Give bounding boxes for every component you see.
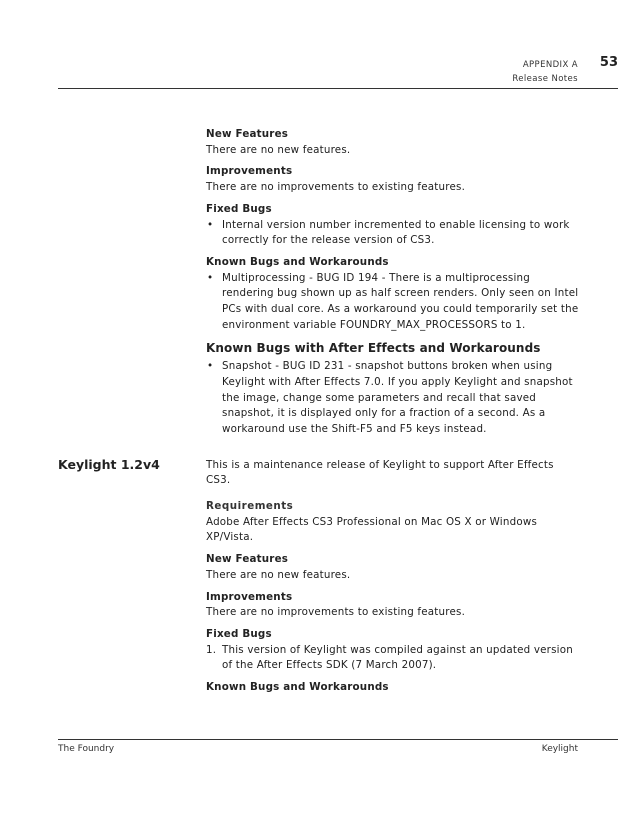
known-bugs-item: • Multiprocessing - BUG ID 194 - There is a multiprocessing rendering bug shown up as half screen renders. Only seen on Intel PCs with dual core. As a workaround you could temporarily set the environment variable FOUNDRY_MAX_PROCESSORS to 1. bbox=[206, 271, 581, 334]
fixed-bugs-item: • Internal version number incremented to enable licensing to work correctly for the release version of CS3. bbox=[206, 218, 581, 249]
requirements-heading: Requirements bbox=[206, 500, 294, 513]
known-bugs-heading-2: Known Bugs and Workarounds bbox=[206, 681, 389, 694]
fixed-bugs-heading: Fixed Bugs bbox=[206, 202, 272, 215]
appendix-label: APPENDIX A bbox=[522, 60, 578, 70]
improvements-heading-2: Improvements bbox=[206, 590, 293, 603]
running-header bbox=[512, 58, 578, 86]
improvements-heading: Improvements bbox=[206, 165, 293, 178]
version-intro: This is a maintenance release of Keylight to support After Effects CS3. bbox=[206, 458, 554, 487]
ae-bugs-heading: Known Bugs with After Effects and Workarounds bbox=[206, 341, 541, 356]
fixed-bugs-item-text-2: This version of Keylight was compiled against an updated version of the After Effects SDK (7 March 2007). bbox=[222, 643, 573, 672]
ae-bugs-item: • Snapshot - BUG ID 231 - snapshot buttons broken when using Keylight with After Effects 7.0. If you apply Keylight and snapshot the image, change some parameters and recall that saved snapshot, it is displayed only for a fraction of a second. As a workaround use the Shift-F5 and F5 keys instead. bbox=[206, 359, 581, 438]
new-features-text-2: There are no new features. bbox=[206, 568, 351, 581]
ae-bugs-section bbox=[206, 341, 581, 437]
known-bugs-section-2 bbox=[206, 680, 581, 696]
header-rule bbox=[58, 88, 618, 89]
new-features-section bbox=[206, 127, 581, 158]
fixed-bugs-section-2 bbox=[206, 627, 581, 674]
main-content bbox=[206, 127, 581, 702]
known-bugs-heading: Known Bugs and Workarounds bbox=[206, 255, 389, 268]
improvements-text: There are no improvements to existing features. bbox=[206, 181, 466, 194]
fixed-bugs-heading-2: Fixed Bugs bbox=[206, 627, 272, 640]
page-number: 53 bbox=[599, 55, 618, 70]
improvements-section-2 bbox=[206, 590, 581, 621]
new-features-text: There are no new features. bbox=[206, 143, 351, 156]
requirements-text: Adobe After Effects CS3 Professional on Mac OS X or Windows XP/Vista. bbox=[206, 515, 538, 544]
fixed-bugs-section bbox=[206, 202, 581, 249]
improvements-section bbox=[206, 164, 581, 195]
requirements-section bbox=[206, 499, 581, 546]
section-label: Release Notes bbox=[512, 74, 578, 84]
improvements-text-2: There are no improvements to existing features. bbox=[206, 606, 466, 619]
version-title: Keylight 1.2v4 bbox=[58, 456, 160, 472]
new-features-heading-2: New Features bbox=[206, 553, 289, 566]
item-number: 1. bbox=[206, 643, 217, 656]
footer-company: The Foundry bbox=[58, 744, 115, 754]
footer-rule bbox=[58, 739, 618, 740]
fixed-bugs-numbered-item bbox=[206, 643, 581, 674]
footer-product: Keylight bbox=[541, 744, 578, 754]
section-spacer bbox=[206, 444, 581, 458]
known-bugs-section bbox=[206, 255, 581, 334]
new-features-heading: New Features bbox=[206, 128, 289, 140]
new-features-section-2 bbox=[206, 552, 581, 583]
